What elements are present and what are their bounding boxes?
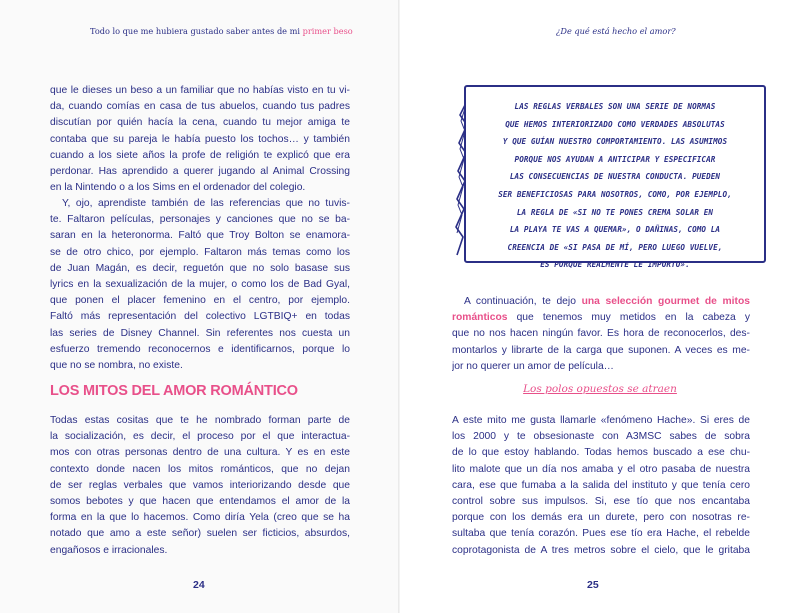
text-line: de Juan Magán, es decir, reguetón que no solo basase sus [50, 262, 350, 274]
text-line: de lo que estoy hablando. Todas hemos buscado a ese chu- [452, 447, 750, 459]
text-line: cara, ese que fumaba a la salida del instituto y que tenía cero [452, 479, 750, 491]
text-line: se de otro chico, por ejemplo. Faltaron más temas como los [50, 246, 350, 258]
text-line: cuando a los siete años la profe de religión te explicó que era [50, 149, 350, 161]
text-line: Y, ojo, aprendiste también de las referencias que no tuvis- [62, 198, 350, 209]
text-line: que no se nombra, no existe. [50, 360, 183, 372]
text-line: somos bebotes y que hacen que entendamos el amor de la [50, 496, 350, 508]
right-page [400, 0, 800, 613]
text-line: Todas estas cositas que te he nombrado forman parte de [50, 415, 350, 426]
running-head-accent: primer beso [302, 26, 353, 36]
text-line: forma en la que lo hacemos. Como diría Yela (creo que se ha [50, 512, 350, 524]
text-line: mos con otras personas dentro de una cultura. Y es en este [50, 447, 350, 459]
verbal-rules-note-box [464, 85, 766, 270]
text-line: que le dieses un beso a un familiar que no habías visto en tu vi- [50, 85, 350, 96]
text-line: jor no querer un amor de película… [452, 360, 614, 372]
text-line: de ser reglas verbales que vamos interiorizando desde que [50, 479, 350, 491]
text-line: control sobre sus impulsos. Si, ese tío que nos encantaba [452, 496, 750, 508]
text-line: A este mito me gusta llamarle «fenómeno Hache». Si eres de [452, 415, 750, 426]
intro-paragraph [452, 294, 750, 375]
text-line: lyrics en la sexualización de la mujer, o como los de Bad Gyal, [50, 279, 350, 291]
text-line: perdonar. Has aprendido a querer jugando al Animal Crossing [50, 166, 350, 178]
highlight-text: románticos [452, 312, 508, 324]
text-line: porque con los demás era un durete, pero con nosotras re- [452, 512, 750, 524]
paragraph-1 [50, 83, 350, 196]
note-line: SER BENEFICIOSAS PARA NOSOTROS, COMO, POR EJEMPLO, [498, 189, 732, 199]
note-line: LA PLAYA TE VAS A QUEMAR», O DAÑINAS, COMO LA [509, 225, 721, 235]
page-number-right: 25 [587, 579, 599, 591]
running-head-left [90, 26, 353, 36]
text-line: da, cuando comías en casa de tus abuelos, cuando tus padres [50, 101, 350, 113]
text-line: lito malote que un día nos amaba y el otro pasaba de nuestra [452, 463, 750, 475]
intro-text: A continuación, te dejo [464, 296, 576, 307]
note-line: CREENCIA DE «SI PASA DE MÍ, PERO LUEGO VUELVE, [507, 242, 723, 252]
page-number-left: 24 [193, 579, 205, 591]
text-line [452, 294, 750, 310]
note-line: PORQUE NOS AYUDAN A ANTICIPAR Y ESPECIFICAR [514, 154, 716, 164]
note-line: LAS REGLAS VERBALES SON UNA SERIE DE NORMAS [514, 102, 716, 111]
running-head-right: ¿De qué está hecho el amor? [556, 26, 676, 36]
text-line: te. Faltaron películas, personajes y canciones que no se ba- [50, 214, 350, 226]
text-line: la socialización, es decir, el proceso por el que interactua- [50, 431, 350, 443]
text-line: sultaba que tenía corazón. Pues ese tío era Hache, el rebelde [452, 528, 750, 540]
note-line: Y QUE GUÍAN NUESTRO COMPORTAMIENTO. LAS ASUMIMOS [502, 137, 728, 147]
text-line: coprotagonista de A tres metros sobre el cielo, que le gritaba [452, 544, 750, 556]
text-line: discutían por quién hacía la cena, cuando tu mejor amiga te [50, 117, 350, 129]
section-heading: LOS MITOS DEL AMOR ROMÁNTICO [50, 383, 298, 399]
text-line [452, 310, 750, 326]
text-line: que no nos hacen ningún favor. Es hora de reconocerlos, des- [452, 328, 750, 340]
myth-subtitle: Los polos opuestos se atraen [523, 383, 677, 395]
highlight-text: una selección gourmet de mitos [581, 296, 750, 307]
text-line: esfuerzo tremendo reconocernos e identificarnos, porque lo [50, 343, 350, 355]
text-line: los 2000 y te obsesionaste con A3MSC sabes de sobra [452, 431, 750, 443]
note-text [480, 98, 750, 274]
text-line: en la Nintendo o a los Sims en el ordenador del colegio. [50, 182, 306, 194]
paragraph-myth [452, 413, 750, 559]
note-line: QUE HEMOS INTERIORIZADO COMO VERDADES ABSOLUTAS [505, 119, 725, 129]
intro-text: que tenemos muy metidos en la cabeza y [516, 312, 750, 324]
text-line: contaba que su pareja le había puesto los tochos… y también [50, 133, 350, 145]
running-head-text: Todo lo que me hubiera gustado saber antes de mi [90, 26, 301, 36]
note-line: LA REGLA DE «SI NO TE PONES CREMA SOLAR EN [516, 207, 714, 217]
text-line: saran en la heteronorma. Faltó que Troy Bolton se enamora- [50, 230, 350, 242]
text-line: notado que amo a este señor) suelen ser ficticios, absurdos, [50, 528, 350, 540]
paragraph-2 [50, 196, 350, 374]
note-line: LAS CONSECUENCIAS DE NUESTRA CONDUCTA. PUEDEN [509, 172, 721, 182]
note-line: ES PORQUE REALMENTE LE IMPORTO». [540, 260, 690, 270]
text-line: engañosos e irracionales. [50, 544, 168, 556]
text-line: contexto donde nacen los mitos románticos, que no dejan [50, 463, 350, 475]
text-line: las series de Disney Channel. Sin referentes nos cuesta un [50, 327, 350, 339]
paragraph-3 [50, 413, 350, 559]
text-line: que ponen el placer femenino en el centro, por ejemplo. [50, 295, 350, 307]
text-line: Faltó más representación del colectivo LGTBIQ+ en todas [50, 311, 350, 323]
text-line: montarlos y librarte de la carga que suponen. A veces es me- [452, 344, 750, 356]
